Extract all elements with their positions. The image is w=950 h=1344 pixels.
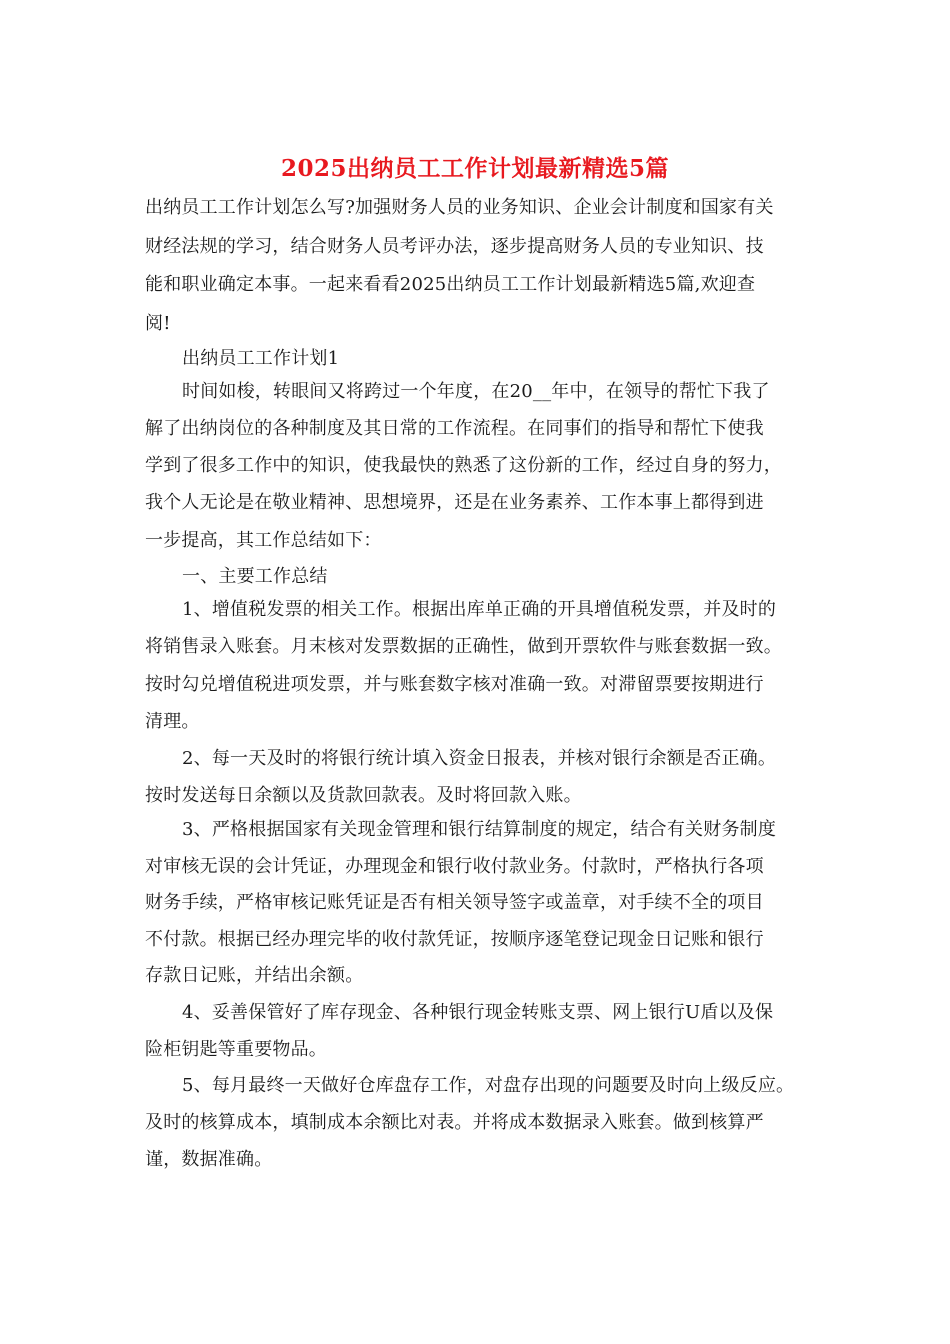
paragraph-line: 能和职业确定本事。一起来看看2025出纳员工工作计划最新精选5篇,欢迎查 xyxy=(145,274,756,295)
paragraph-line: 按时勾兑增值税进项发票，并与账套数字核对准确一致。对滞留票要按期进行 xyxy=(145,674,764,695)
paragraph-line: 出纳员工工作计划怎么写?加强财务人员的业务知识、企业会计制度和国家有关 xyxy=(145,197,774,218)
paragraph-line: 5、每月最终一天做好仓库盘存工作，对盘存出现的问题要及时向上级反应。 xyxy=(182,1075,795,1096)
paragraph-line: 4、妥善保管好了库存现金、各种银行现金转账支票、网上银行U盾以及保 xyxy=(182,1002,774,1023)
paragraph-line: 1、增值税发票的相关工作。根据出库单正确的开具增值税发票，并及时的 xyxy=(182,599,777,620)
paragraph-line: 不付款。根据已经办理完毕的收付款凭证，按顺序逐笔登记现金日记账和银行 xyxy=(145,929,764,950)
paragraph-line: 我个人无论是在敬业精神、思想境界，还是在业务素养、工作本事上都得到进 xyxy=(145,492,764,513)
paragraph-line: 财务手续，严格审核记账凭证是否有相关领导签字或盖章，对手续不全的项目 xyxy=(145,892,764,913)
paragraph-line: 将销售录入账套。月末核对发票数据的正确性，做到开票软件与账套数据一致。 xyxy=(145,636,782,657)
paragraph-line: 存款日记账，并结出余额。 xyxy=(145,965,364,986)
paragraph-line: 及时的核算成本，填制成本余额比对表。并将成本数据录入账套。做到核算严 xyxy=(145,1112,764,1133)
paragraph-line: 险柜钥匙等重要物品。 xyxy=(145,1039,327,1060)
paragraph-line: 解了出纳岗位的各种制度及其日常的工作流程。在同事们的指导和帮忙下使我 xyxy=(145,418,764,439)
paragraph-line: 按时发送每日余额以及货款回款表。及时将回款入账。 xyxy=(145,785,582,806)
paragraph-line: 一步提高，其工作总结如下： xyxy=(145,530,382,551)
paragraph-line: 2、每一天及时的将银行统计填入资金日报表，并核对银行余额是否正确。 xyxy=(182,748,777,769)
document-title: 2025出纳员工工作计划最新精选5篇 xyxy=(280,155,670,182)
section-heading: 一、主要工作总结 xyxy=(182,566,328,587)
section-heading: 出纳员工工作计划1 xyxy=(182,348,340,369)
paragraph-line: 3、严格根据国家有关现金管理和银行结算制度的规定，结合有关财务制度 xyxy=(182,819,777,840)
paragraph-line: 对审核无误的会计凭证，办理现金和银行收付款业务。付款时，严格执行各项 xyxy=(145,856,764,877)
paragraph-line: 谨，数据准确。 xyxy=(145,1149,273,1170)
paragraph-line: 财经法规的学习，结合财务人员考评办法，逐步提高财务人员的专业知识、技 xyxy=(145,236,764,257)
paragraph-line: 时间如梭，转眼间又将跨过一个年度，在20__年中，在领导的帮忙下我了 xyxy=(182,381,770,402)
paragraph-line: 学到了很多工作中的知识，使我最快的熟悉了这份新的工作，经过自身的努力， xyxy=(145,455,782,476)
paragraph-line: 清理。 xyxy=(145,711,200,732)
paragraph-line: 阅! xyxy=(145,313,171,334)
